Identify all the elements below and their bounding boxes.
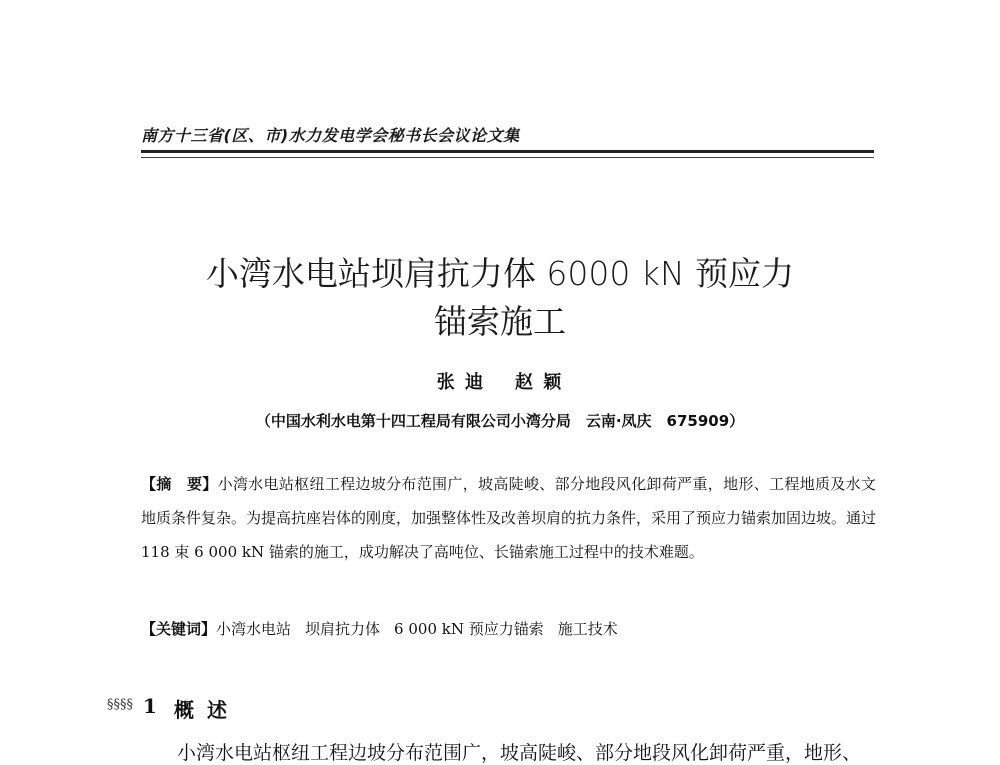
body-text-line: 小湾水电站枢纽工程边坡分布范围广，坡高陡峻、部分地段风化卸荷严重，地形、 — [177, 742, 862, 764]
author-2: 赵 颖 — [515, 372, 564, 393]
section-number: 1 — [143, 694, 157, 718]
keyword-item: 坝肩抗力体 — [305, 620, 381, 638]
title-line-1: 小湾水电站坝肩抗力体 6000 kN 预应力 — [205, 254, 795, 293]
abstract-label: 【摘 要】 — [141, 475, 218, 493]
article-title — [0, 250, 1000, 346]
journal-header: 南方十三省(区、市)水力发电学会秘书长会议论文集 — [141, 126, 520, 145]
keywords — [141, 617, 876, 641]
keyword-item: 小湾水电站 — [216, 620, 292, 638]
title-line-2: 锚索施工 — [434, 302, 566, 341]
section-title: 概 述 — [174, 698, 230, 722]
keyword-item: 6 000 kN 预应力锚索 — [394, 620, 544, 638]
header-rule-thin — [141, 157, 874, 158]
keywords-label: 【关键词】 — [141, 620, 217, 638]
affiliation: （中国水利水电第十四工程局有限公司小湾分局 云南·凤庆 675909） — [255, 412, 745, 430]
abstract — [141, 467, 876, 569]
authors — [0, 368, 1000, 394]
header-rule-thick — [141, 150, 874, 153]
binding-marks: §§§§ — [107, 697, 133, 712]
keyword-item: 施工技术 — [557, 620, 618, 638]
author-1: 张 迪 — [436, 372, 485, 393]
abstract-text: 小湾水电站枢纽工程边坡分布范围广，坡高陡峻、部分地段风化卸荷严重，地形、工程地质及水文地质条件复杂。为提高抗座岩体的刚度，加强整体性及改善坝肩的抗力条件，采用了预应力锚索加固边坡。通过 118 束 6 000 kN 锚索的施工，成功解决了高吨位、长锚索施工过程中的技术难题。 — [141, 475, 877, 561]
